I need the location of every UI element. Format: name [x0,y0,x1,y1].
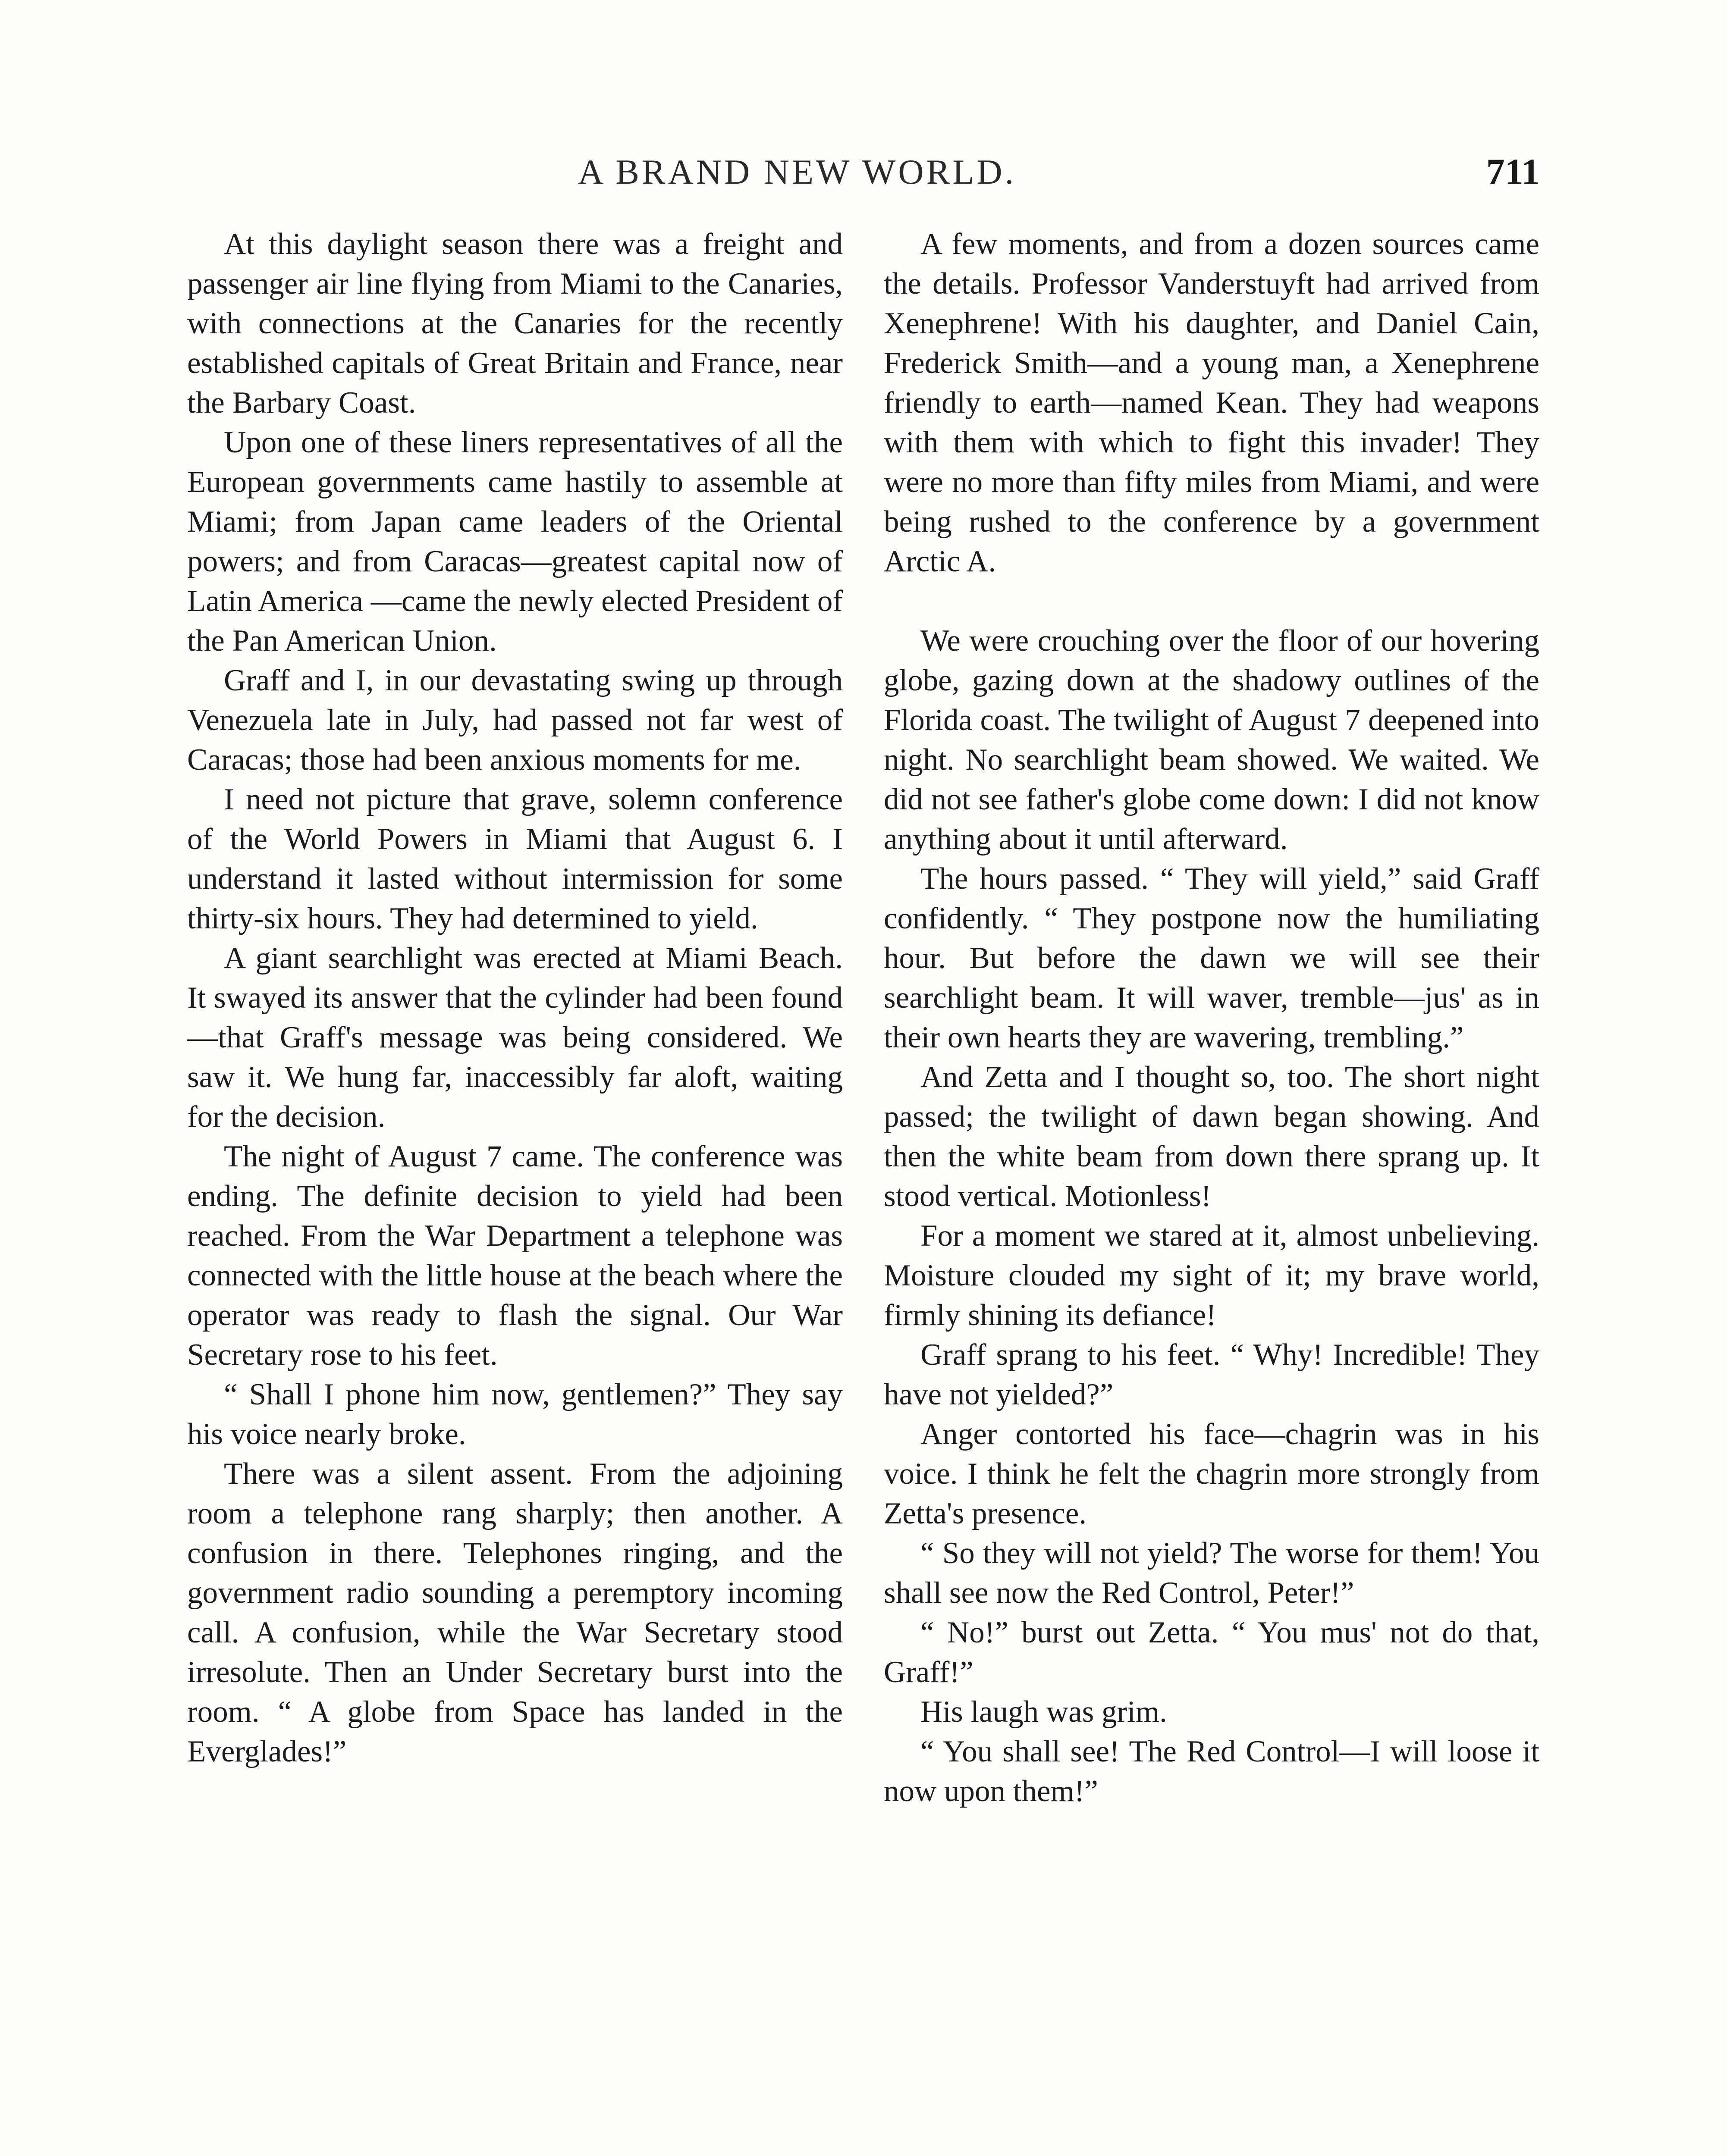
paragraph: A few moments, and from a dozen sources came the details. Professor Vanderstuyft had arrived from Xenephrene! With his daughter, and Daniel Cain, Frederick Smith—and a young man, a Xenephrene friendly to earth—named Kean. They had weapons with them with which to fight this invader! They were no more than fifty miles from Miami, and were being rushed to the conference by a government Arctic A. [884,227,1539,578]
paragraph: At this daylight season there was a freight and passenger air line flying from Miami to the Canaries, with connections at the Canaries for the recently established capitals of Great Britain and France, near the Barbary Coast. [187,227,843,420]
paragraph: A giant searchlight was erected at Miami Beach. It swayed its answer that the cylinder had been found—that Graff's message was being considered. We saw it. We hung far, inaccessibly far aloft, waiting for the decision. [187,941,843,1134]
paragraph: Anger contorted his face—chagrin was in his voice. I think he felt the chagrin more strongly from Zetta's presence. [884,1417,1539,1530]
text-columns [187,224,1539,2156]
paragraph: Upon one of these liners representatives of all the European governments came hastily to assemble at Miami; from Japan came leaders of the Oriental powers; and from Caracas—greatest capital now of Latin America —came the newly elected President of the Pan American Union. [187,426,843,658]
running-title: A BRAND NEW WORLD. [578,152,1017,191]
paragraph: Graff sprang to his feet. “ Why! Incredible! They have not yielded?” [884,1338,1539,1411]
paragraph: The hours passed. “ They will yield,” said Graff confidently. “ They postpone now the humiliating hour. But before the dawn we will see their searchlight beam. It will waver, tremble—jus' as in their own hearts they are wavering, trembling.” [884,862,1539,1054]
paragraph: “ No!” burst out Zetta. “ You mus' not do that, Graff!” [884,1616,1539,1689]
paragraph: We were crouching over the floor of our hovering globe, gazing down at the shadowy outlines of the Florida coast. The twilight of August 7 deepened into night. No searchlight beam showed. We waited. We did not see father's globe come down: I did not know anything about it until afterward. [884,624,1539,856]
running-head [0,152,1727,199]
paragraph: And Zetta and I thought so, too. The short night passed; the twilight of dawn began showing. And then the white beam from down there sprang up. It stood vertical. Motionless! [884,1060,1539,1213]
paragraph: Graff and I, in our devastating swing up through Venezuela late in July, had passed not far west of Caracas; those had been anxious moments for me. [187,664,843,777]
paragraph: “ You shall see! The Red Control—I will loose it now upon them!” [884,1735,1539,1808]
paragraph: His laugh was grim. [920,1695,1167,1729]
left-column [187,224,843,1771]
paragraph: “ So they will not yield? The worse for them! You shall see now the Red Control, Peter!” [884,1536,1539,1610]
page-number: 711 [1486,151,1540,192]
paragraph: I need not picture that grave, solemn conference of the World Powers in Miami that August 6. I understand it lasted without intermission for some thirty-six hours. They had determined to yield. [187,783,843,935]
right-column [884,224,1539,1811]
paragraph: “ Shall I phone him now, gentlemen?” They say his voice nearly broke. [187,1378,843,1451]
section-break [884,581,1539,621]
paragraph: The night of August 7 came. The conference was ending. The definite decision to yield had been reached. From the War Department a telephone was connected with the little house at the beach where the operator was ready to flash the signal. Our War Secretary rose to his feet. [187,1140,843,1372]
paragraph: There was a silent assent. From the adjoining room a telephone rang sharply; then another. A confusion in there. Telephones ringing, and the government radio sounding a peremptory incoming call. A confusion, while the War Secretary stood irresolute. Then an Under Secretary burst into the room. “ A globe from Space has landed in the Everglades!” [187,1457,843,1768]
paragraph: For a moment we stared at it, almost unbelieving. Moisture clouded my sight of it; my brave world, firmly shining its defiance! [884,1219,1539,1332]
